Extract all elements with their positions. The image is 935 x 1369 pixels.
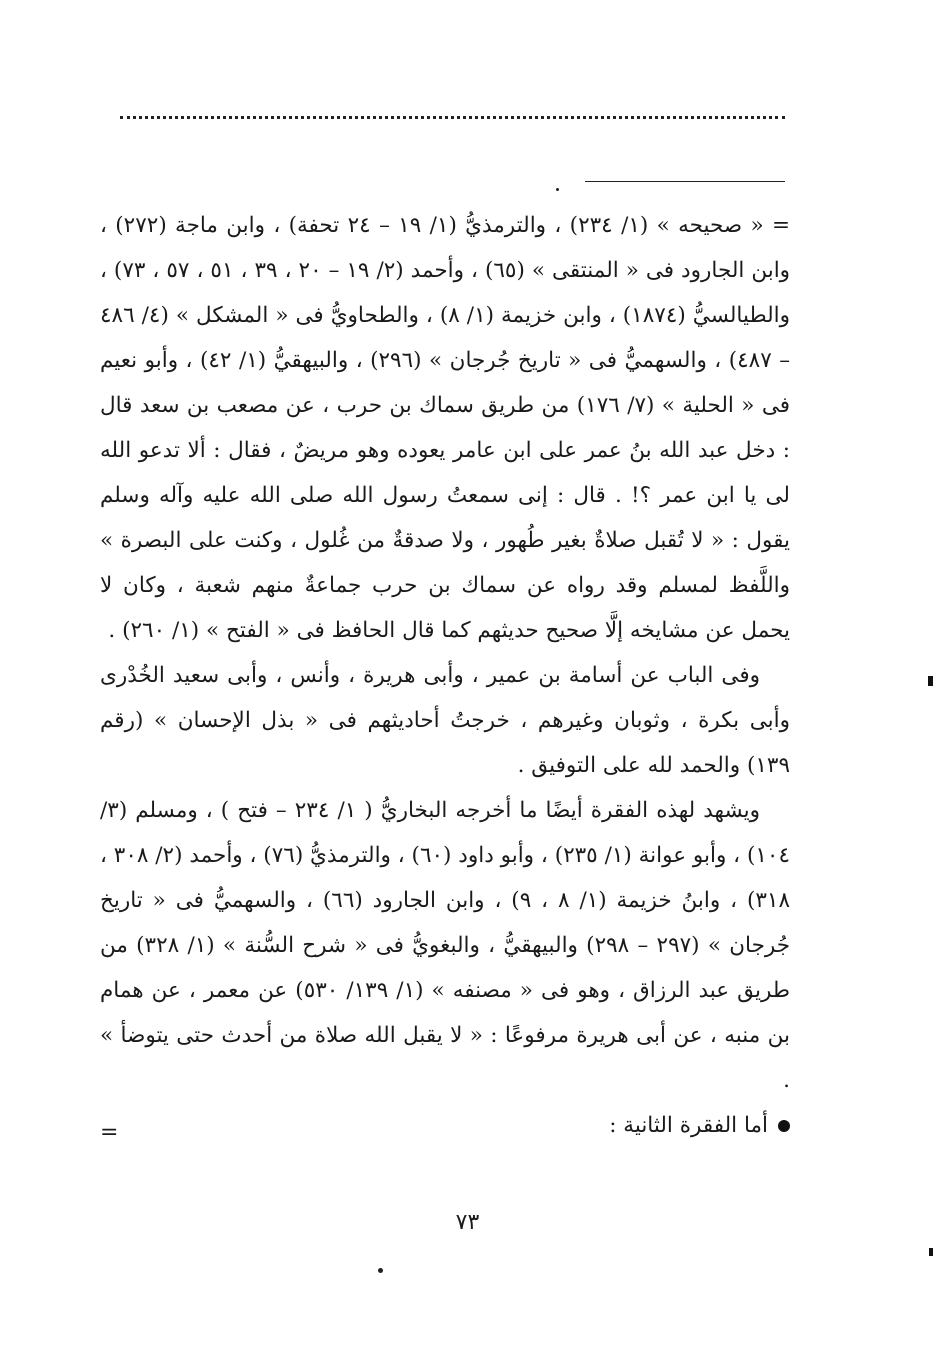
footnote-rule	[585, 181, 785, 182]
bullet-icon	[778, 1120, 790, 1132]
bullet-heading-line	[100, 1103, 790, 1148]
continuation-mark: =	[100, 1120, 119, 1145]
scan-speck	[378, 1268, 383, 1273]
scan-edge-mark	[929, 1248, 933, 1256]
page-number: ٧٣	[455, 1210, 480, 1235]
footnote-paragraph-3: ويشهد لهذه الفقرة أيضًا ما أخرجه البخاريُّ ( ١/ ٢٣٤ – فتح ) ، ومسلم (٣/ ١٠٤) ، وأبو عوانة (١/ ٢٣٥) ، وأبو داود (٦٠) ، والترمذيُّ (٧٦) ، وأحمد (٢/ ٣٠٨ ، ٣١٨) ، وابنُ خزيمة (١/ ٨ ، ٩) ، وابن الجارود (٦٦) ، والسهميُّ فى « تاريخ جُرجان » (٢٩٧ – ٢٩٨) والبيهقيُّ ، والبغويُّ فى « شرح السُّنة » (١/ ٣٢٨) من طريق عبد الرزاق ، وهو فى « مصنفه » (١/ ١٣٩/ ٥٣٠) عن معمر ، عن همام بن منبه ، عن أبى هريرة مرفوعًا : « لا يقبل الله صلاة من أحدث حتى يتوضأ » .	[100, 798, 791, 1093]
scan-edge-mark	[928, 676, 933, 686]
footnote-paragraph-2: وفى الباب عن أسامة بن عمير ، وأبى هريرة ، وأنس ، وأبى سعيد الخُدْرى وأبى بكرة ، وثوبان وغيرهم ، خرجتُ أحاديثهم فى « بذل الإحسان » (رقم ١٣٩) والحمد لله على التوفيق .	[100, 663, 790, 778]
scan-speck	[556, 188, 559, 191]
footnote-paragraph-1: = « صحيحه » (١/ ٢٣٤) ، والترمذيُّ (١/ ١٩ – ٢٤ تحفة) ، وابن ماجة (٢٧٢) ، وابن الجارود فى « المنتقى » (٦٥) ، وأحمد (٢/ ١٩ – ٢٠ ، ٣٩ ، ٥١ ، ٥٧ ، ٧٣) ، والطيالسيُّ (١٨٧٤) ، وابن خزيمة (١/ ٨) ، والطحاويُّ فى « المشكل » (٤/ ٤٨٦ – ٤٨٧) ، والسهميُّ فى « تاريخ جُرجان » (٢٩٦) ، والبيهقيُّ (١/ ٤٢) ، وأبو نعيم فى « الحلية » (٧/ ١٧٦) من طريق سماك بن حرب ، عن مصعب بن سعد قال : دخل عبد الله بنُ عمر على ابن عامر يعوده وهو مريضٌ ، فقال : ألا تدعو الله لى يا ابن عمر ؟! . قال : إنى سمعتُ رسول الله صلى الله عليه وآله وسلم يقول : « لا تُقبل صلاةٌ بغير طُهور ، ولا صدقةٌ من غُلول ، وكنت على البصرة » واللَّفظ لمسلم وقد رواه عن سماك بن حرب جماعةٌ منهم شعبة ، وكان لا يحمل عن مشايخه إلَّا صحيح حديثهم كما قال الحافظ فى « الفتح » (١/ ٢٦٠) .	[100, 213, 791, 643]
bullet-heading: أما الفقرة الثانية :	[609, 1113, 768, 1138]
footnote-text	[100, 203, 790, 1148]
dotted-separator	[120, 116, 785, 119]
